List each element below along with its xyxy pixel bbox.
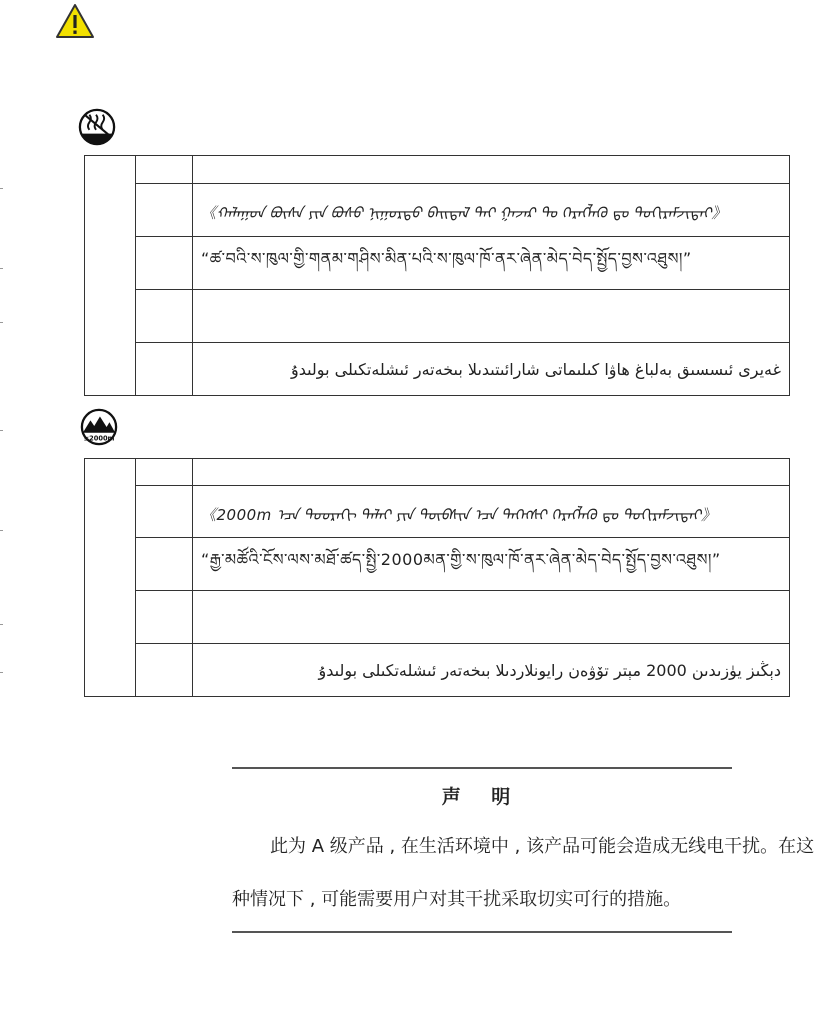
margin-tick <box>0 672 3 673</box>
table-label-cell <box>136 184 193 237</box>
table-text-cell <box>193 343 790 396</box>
margin-tick <box>0 268 3 269</box>
table-text-cell <box>193 486 790 538</box>
language-text: “རྒྱ་མཚོའི་ངོས་ལས་མཐོ་ཚད་སྤྱི་2000མན་གྱི་ས་ཁུལ་ཁོ་ནར་ཞེན་མེད་བེད་སྤྱོད་བྱས་འཐུས།” <box>201 549 721 569</box>
margin-tick <box>0 188 3 189</box>
altitude-2000m-icon <box>80 408 118 446</box>
table-text-cell <box>193 237 790 290</box>
table-label-cell <box>136 486 193 538</box>
table-text-cell <box>193 459 790 486</box>
table-label-cell <box>136 591 193 644</box>
table-row <box>85 156 790 184</box>
margin-tick <box>0 322 3 323</box>
warning-triangle-icon <box>55 3 95 39</box>
declaration-bottom-rule <box>232 931 732 933</box>
table-label-cell <box>136 644 193 697</box>
table-row <box>85 237 790 290</box>
altitude-language-table <box>84 458 790 697</box>
language-text: غەيرى ئىسسىق بەلباغ ھاۋا كىلىماتى شارائىتىدىلا بىخەتەر ئىشلەتكىلى بولىدۇ <box>290 359 781 379</box>
language-text: 《2000m ᠡᠴᠡ ᠳᠣᠣᠷᠠᠬᠢ ᠳᠠᠯᠠᠢ ᠶᠢᠨ ᠲᠥᠪᠰᠢᠨ ᠡᠴᠡ ᠳᠡᠭᠡᠭᠰᠢ ᠬᠡᠷᠡᠭᠯᠡᠬᠦ ᠳᠤ ᠲᠣᠬᠢᠷᠠᠮᠵᠢᠲᠠᠢ》 <box>201 505 717 524</box>
table-row <box>85 184 790 237</box>
declaration-title: 声 明 <box>441 786 523 808</box>
declaration-top-rule <box>232 767 732 769</box>
tropical-language-table <box>84 155 790 396</box>
table-merged-cell <box>85 459 136 697</box>
table-label-cell <box>136 237 193 290</box>
altitude-label: ≤2000m <box>83 434 115 443</box>
table-row <box>85 459 790 486</box>
table-merged-cell <box>85 156 136 396</box>
table-text-cell <box>193 290 790 343</box>
margin-tick <box>0 430 3 431</box>
table-row <box>85 343 790 396</box>
language-text: “ཚ་བའི་ས་ཁུལ་གྱི་གནམ་གཤིས་མིན་པའི་ས་ཁུལ་ཁོ་ནར་ཞེན་མེད་བེད་སྤྱོད་བྱས་འཐུས།” <box>201 248 692 268</box>
no-tropical-climate-icon <box>78 108 116 146</box>
table-label-cell <box>136 290 193 343</box>
margin-tick <box>0 624 3 625</box>
language-text: دېڭىز يۈزىدىن 2000 مېتر تۆۋەن رايونلاردىلا بىخەتەر ئىشلەتكىلى بولىدۇ <box>318 660 781 680</box>
table-text-cell <box>193 184 790 237</box>
declaration-line-1: 此为 A 级产品 , 在生活环境中 , 该产品可能会造成无线电干扰。在这 <box>270 836 815 857</box>
table-text-cell <box>193 538 790 591</box>
table-text-cell <box>193 591 790 644</box>
margin-tick <box>0 530 3 531</box>
table-label-cell <box>136 459 193 486</box>
language-text: 《ᠬᠠᠯᠠᠭᠤᠨ ᠪᠦᠰᠡ ᠶᠢᠨ ᠪᠤᠰᠤ ᠨᠢᠭᠤᠷᠲᠤ ᠪᠠᠢᠳᠠᠯ ᠲᠠᠢ ᠭᠠᠵᠠᠷ ᠲᠤ ᠬᠡᠷᠡᠭᠯᠡᠬᠦ ᠳᠤ ᠲᠣᠬᠢᠷᠠᠮᠵᠢᠲᠠᠢ》 <box>201 204 727 222</box>
declaration-line-2: 种情况下 , 可能需要用户对其干扰采取切实可行的措施。 <box>232 889 682 910</box>
table-row <box>85 290 790 343</box>
table-label-cell <box>136 156 193 184</box>
table-row <box>85 591 790 644</box>
table-label-cell <box>136 538 193 591</box>
table-row <box>85 644 790 697</box>
table-row <box>85 538 790 591</box>
table-text-cell <box>193 156 790 184</box>
table-text-cell <box>193 644 790 697</box>
table-row <box>85 486 790 538</box>
table-label-cell <box>136 343 193 396</box>
